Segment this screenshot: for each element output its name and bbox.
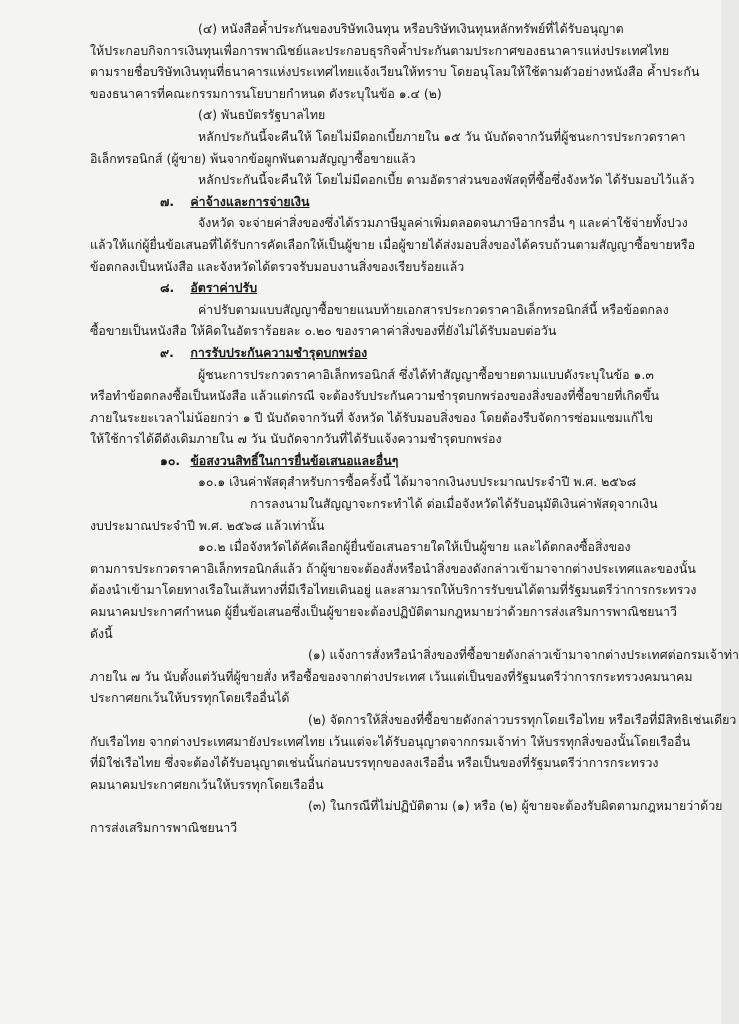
text-line: การลงนามในสัญญาจะกระทำได้ ต่อเมื่อจังหวัดได้รับอนุมัติเงินค่าพัสดุจากเงิน: [250, 496, 658, 512]
clause-10-1: [90, 471, 681, 536]
text-line: หรือทำข้อตกลงซื้อเป็นหนังสือ แล้วแต่กรณี จะต้องรับประกันความชำรุดบกพร่องของสิ่งของที่ซื้อขายที่เกิดขึ้น: [90, 388, 660, 404]
text-line: ข้อตกลงเป็นหนังสือ และจังหวัดได้ตรวจรับมอบงานสิ่งของเรียบร้อยแล้ว: [90, 258, 465, 274]
text-line: ประกาศยกเว้นให้บรรทุกโดยเรืออื่นได้: [90, 690, 290, 706]
section-9-heading: [90, 342, 681, 364]
paragraph-5: (๕) พันธบัตรรัฐบาลไทย: [198, 107, 326, 123]
text-line: (๔) หนังสือค้ำประกันของบริษัทเงินทุน หรือบริษัทเงินทุนหลักทรัพย์ที่ได้รับอนุญาต: [198, 21, 624, 36]
section-7-heading: [90, 191, 681, 213]
section-title: ข้อสงวนสิทธิ์ในการยื่นข้อเสนอและอื่นๆ: [190, 452, 399, 468]
text-line: ภายใน ๗ วัน นับตั้งแต่วันที่ผู้ขายสั่ง หรือซื้อของจากต่างประเทศ เว้นแต่เป็นของที่รัฐมนตรีว่าการกระทรวงคมนาคม: [90, 668, 693, 684]
text-line: คมนาคมประกาศกำหนด ผู้ยื่นข้อเสนอซึ่งเป็นผู้ขายจะต้องปฏิบัติตามกฎหมายว่าด้วยการส่งเสริมการพาณิชยนาวี: [90, 604, 677, 620]
text-line: ตามรายชื่อบริษัทเงินทุนที่ธนาคารแห่งประเทศไทยแจ้งเวียนให้ทราบ โดยอนุโลมให้ใช้ตามตัวอย่างหนังสือ ค้ำประกัน: [90, 64, 700, 80]
text-line: ตามการประกวดราคาอิเล็กทรอนิกส์แล้ว ถ้าผู้ขายจะต้องสั่งหรือนำสิ่งของดังกล่าวเข้ามาจากต่างประเทศและของนั้น: [90, 560, 696, 576]
text-line: ดังนี้: [90, 625, 113, 641]
text-line: (๓) ในกรณีที่ไม่ปฏิบัติตาม (๑) หรือ (๒) ผู้ขายจะต้องรับผิดตามกฎหมายว่าด้วย: [308, 798, 723, 814]
text-line: กับเรือไทย จากต่างประเทศมายังประเทศไทย เว้นแต่จะได้รับอนุญาตจากกรมเจ้าท่า ให้บรรทุกสิ่งของนั้นโดยเรืออื่น: [90, 733, 691, 749]
text-line: ค่าปรับตามแบบสัญญาซื้อขายแนบท้ายเอกสารประกวดราคาอิเล็กทรอนิกส์นี้ หรือข้อตกลง: [198, 301, 669, 317]
text-line: อิเล็กทรอนิกส์ (ผู้ขาย) พ้นจากข้อผูกพันตามสัญญาซื้อขายแล้ว: [90, 150, 416, 166]
paragraph-4: [90, 18, 700, 104]
section-number: ๗.: [160, 193, 175, 209]
section-8-body: [90, 299, 681, 342]
clause-10-2: [90, 536, 697, 644]
text-line: ๑๐.๑ เงินค่าพัสดุสำหรับการซื้อครั้งนี้ ได้มาจากเงินงบประมาณประจำปี พ.ศ. ๒๕๖๘: [198, 474, 637, 490]
text-line: (๒) จัดการให้สิ่งของที่ซื้อขายดังกล่าวบรรทุกโดยเรือไทย หรือเรือที่มีสิทธิเช่นเดียว: [308, 712, 737, 727]
text-line: ที่มิใช่เรือไทย ซึ่งจะต้องได้รับอนุญาตเช่นนั้นก่อนบรรทุกของลงเรืออื่น หรือเป็นของที่รัฐมนตรีว่าการกระทรวง: [90, 755, 659, 771]
text-line: งบประมาณประจำปี พ.ศ. ๒๕๖๘ แล้วเท่านั้น: [90, 517, 325, 533]
section-7-body: [90, 212, 696, 277]
text-line: คมนาคมประกาศยกเว้นให้บรรทุกโดยเรืออื่น: [90, 776, 324, 792]
item-2: [90, 709, 737, 795]
section-8-heading: [90, 277, 681, 299]
section-10-heading: [90, 450, 681, 472]
section-9-body: [90, 364, 681, 450]
section-title: อัตราค่าปรับ: [190, 280, 258, 296]
text-line: หลักประกันนี้จะคืนให้ โดยไม่มีดอกเบี้ยภายใน ๑๕ วัน นับถัดจากวันที่ผู้ชนะการประกวดราคา: [198, 128, 686, 144]
text-line: การส่งเสริมการพาณิชยนาวี: [90, 819, 238, 835]
section-number: ๘.: [160, 280, 175, 296]
text-line: จังหวัด จะจ่ายค่าสิ่งของซึ่งได้รวมภาษีมูลค่าเพิ่มตลอดจนภาษีอากรอื่น ๆ และค่าใช้จ่ายทั้งปวง: [198, 215, 688, 231]
text-line: ผู้ชนะการประกวดราคาอิเล็กทรอนิกส์ ซึ่งได้ทำสัญญาซื้อขายตามแบบดังระบุในข้อ ๑.๓: [198, 366, 654, 382]
text-line: (๑) แจ้งการสั่งหรือนำสิ่งของที่ซื้อขายดังกล่าวเข้ามาจากต่างประเทศต่อกรมเจ้าท่า: [308, 647, 739, 663]
section-title: ค่าจ้างและการจ่ายเงิน: [190, 193, 310, 209]
text-line: ของธนาคารที่คณะกรรมการนโยบายกำหนด ดังระบุในข้อ ๑.๔ (๒): [90, 85, 442, 101]
text-line: แล้วให้แก่ผู้ยื่นข้อเสนอที่ได้รับการคัดเลือกให้เป็นผู้ขาย เมื่อผู้ขายได้ส่งมอบสิ่งของได้ครบถ้วนตามสัญญาซื้อขายหรือ: [90, 236, 696, 252]
text-line: ภายในระยะเวลาไม่น้อยกว่า ๑ ปี นับถัดจากวันที่ จังหวัด ได้รับมอบสิ่งของ โดยต้องรีบจัดการซ่อมแซมแก้ไข: [90, 409, 653, 425]
section-title: การรับประกันความชำรุดบกพร่อง: [190, 344, 368, 360]
text-line: ซื้อขายเป็นหนังสือ ให้คิดในอัตราร้อยละ ๐.๒๐ ของราคาค่าสิ่งของที่ยังไม่ได้รับมอบต่อวัน: [90, 323, 557, 339]
item-1: [90, 644, 739, 709]
section-number: ๑๐.: [160, 452, 181, 468]
text-line: ให้ประกอบกิจการเงินทุนเพื่อการพาณิชย์และประกอบธุรกิจค้ำประกันตามประกาศของธนาคารแห่งประเทศไทย: [90, 42, 670, 58]
section-number: ๙.: [160, 344, 174, 360]
return-clause-2: หลักประกันนี้จะคืนให้ โดยไม่มีดอกเบี้ย ตามอัตราส่วนของพัสดุที่ซื้อซึ่งจังหวัด ได้รับมอบไว้แล้ว: [198, 172, 695, 188]
item-3: [90, 795, 723, 838]
text-line: ต้องนำเข้ามาโดยทางเรือในเส้นทางที่มีเรือไทยเดินอยู่ และสามารถให้บริการรับขนได้ตามที่รัฐมนตรีว่าการกระทรวง: [90, 582, 697, 598]
text-line: ให้ใช้การได้ดีดังเดิมภายใน ๗ วัน นับถัดจากวันที่ได้รับแจ้งความชำรุดบกพร่อง: [90, 431, 502, 447]
text-line: ๑๐.๒ เมื่อจังหวัดได้คัดเลือกผู้ยื่นข้อเสนอรายใดให้เป็นผู้ขาย และได้ตกลงซื้อสิ่งของ: [198, 539, 631, 555]
return-clause-1: [90, 126, 686, 169]
